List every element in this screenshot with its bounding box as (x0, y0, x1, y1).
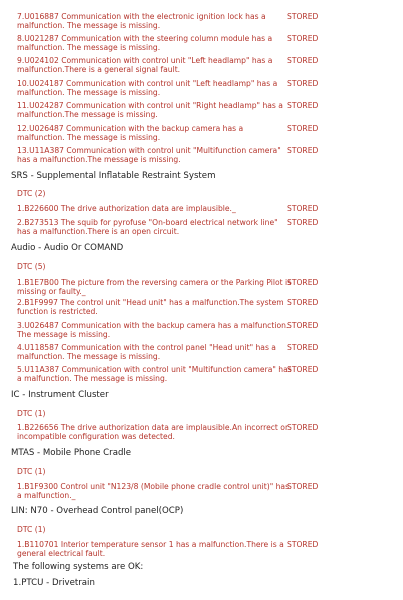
fault-item: 2.B1F9997 The control unit "Head unit" has a malfunction.The system function is restricted. (17, 298, 284, 316)
fault-status: STORED (287, 101, 319, 110)
fault-item: 3.U026487 Communication with the backup camera has a malfunction. The message is missing. (17, 321, 289, 339)
dtc-count-srs: DTC (2) (17, 189, 46, 198)
fault-item: 8.U021287 Communication with the steering column module has a malfunction. The message is missing. (17, 34, 273, 52)
fault-status: STORED (287, 204, 319, 213)
fault-status: STORED (287, 79, 319, 88)
fault-status: STORED (287, 321, 319, 330)
fault-status: STORED (287, 218, 319, 227)
ok-system-item: 1.PTCU - Drivetrain (13, 578, 95, 588)
section-title-mtas: MTAS - Mobile Phone Cradle (11, 448, 132, 458)
fault-status: STORED (287, 12, 319, 21)
fault-status: STORED (287, 423, 319, 432)
dtc-count-lin: DTC (1) (17, 525, 46, 534)
fault-item: 5.U11A387 Communication with control unit "Multifunction camera" has a malfunction. The message is missing. (17, 365, 292, 383)
fault-status: STORED (287, 124, 319, 133)
fault-item: 1.B226656 The drive authorization data are implausible.An incorrect or incompatible configuration was detected. (17, 423, 289, 441)
fault-status: STORED (287, 146, 319, 155)
dtc-count-mtas: DTC (1) (17, 467, 46, 476)
fault-item: 2.B273513 The squib for pyrofuse "On-board electrical network line" has a malfunction.There is an open circuit. (17, 218, 278, 236)
fault-status: STORED (287, 278, 319, 287)
fault-item: 11.U024287 Communication with control unit "Right headlamp" has a malfunction.The message is missing. (17, 101, 283, 119)
fault-item: 7.U016887 Communication with the electronic ignition lock has a malfunction. The message is missing. (17, 12, 266, 30)
fault-item: 1.B1E7B00 The picture from the reversing camera or the Parking Pilot is missing or faulty._ (17, 278, 292, 296)
fault-item: 1.B110701 Interior temperature sensor 1 has a malfunction.There is a general electrical fault. (17, 540, 284, 558)
dtc-count-audio: DTC (5) (17, 262, 46, 271)
fault-status: STORED (287, 540, 319, 549)
fault-status: STORED (287, 298, 319, 307)
fault-item: 10.U024187 Communication with control unit "Left headlamp" has a malfunction. The message is missing. (17, 79, 278, 97)
fault-status: STORED (287, 34, 319, 43)
fault-item: 4.U118587 Communication with the control panel "Head unit" has a malfunction. The message is missing. (17, 343, 276, 361)
fault-item: 1.B1F9300 Control unit "N123/8 (Mobile phone cradle control unit)" has a malfunction._ (17, 482, 290, 500)
section-title-ic: IC - Instrument Cluster (11, 390, 109, 400)
fault-item: 9.U024102 Communication with control unit "Left headlamp" has a malfunction.There is a general signal fault. (17, 56, 273, 74)
section-title-lin: LIN: N70 - Overhead Control panel(OCP) (11, 506, 184, 516)
fault-item: 13.U11A387 Communication with control unit "Multifunction camera" has a malfunction.The message is missing. (17, 146, 281, 164)
fault-status: STORED (287, 56, 319, 65)
fault-item: 1.B226600 The drive authorization data are implausible._ (17, 204, 236, 213)
fault-status: STORED (287, 365, 319, 374)
fault-item: 12.U026487 Communication with the backup camera has a malfunction. The message is missing. (17, 124, 244, 142)
fault-status: STORED (287, 343, 319, 352)
ok-systems-title: The following systems are OK: (13, 562, 144, 572)
section-title-audio: Audio - Audio Or COMAND (11, 243, 124, 253)
section-title-srs: SRS - Supplemental Inflatable Restraint System (11, 171, 216, 181)
dtc-count-ic: DTC (1) (17, 409, 46, 418)
fault-status: STORED (287, 482, 319, 491)
